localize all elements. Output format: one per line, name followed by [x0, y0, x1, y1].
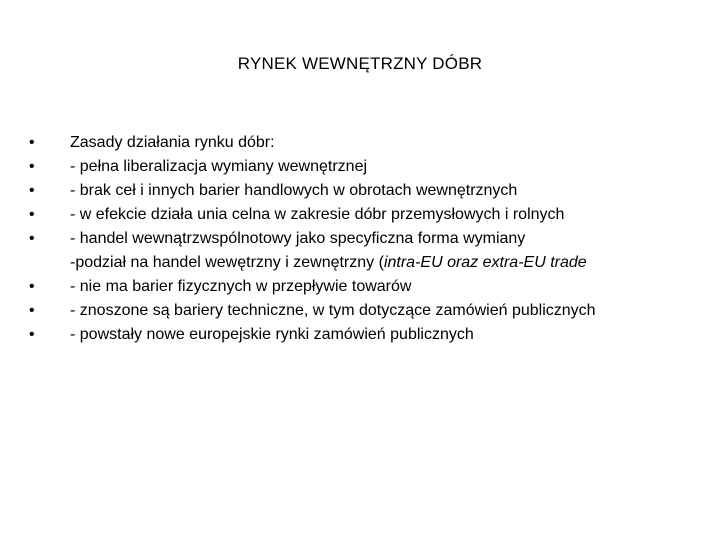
bullet-marker: •: [29, 206, 35, 223]
bullet-text: Zasady działania rynku dóbr:: [70, 134, 275, 151]
bullet-item: [29, 275, 699, 299]
bullet-text: - w efekcie działa unia celna w zakresie dóbr przemysłowych i rolnych: [70, 206, 565, 223]
bullet-marker: •: [29, 302, 35, 319]
bullet-marker: •: [29, 158, 35, 175]
bullet-item: [29, 131, 699, 155]
bullet-marker: •: [29, 278, 35, 295]
bullet-marker: •: [29, 182, 35, 199]
bullet-list: [29, 131, 699, 347]
bullet-text: - nie ma barier fizycznych w przepływie towarów: [70, 278, 412, 295]
bullet-text: - pełna liberalizacja wymiany wewnętrznej: [70, 158, 368, 175]
bullet-text: - brak ceł i innych barier handlowych w obrotach wewnętrznych: [70, 182, 518, 199]
slide-title: RYNEK WEWNĘTRZNY DÓBR: [237, 54, 483, 73]
bullet-text: - znoszone są bariery techniczne, w tym dotyczące zamówień publicznych: [70, 302, 596, 319]
bullet-item: [29, 323, 699, 347]
bullet-text: - handel wewnątrzwspólnotowy jako specyficzna forma wymiany: [70, 230, 526, 247]
bullet-marker: •: [29, 134, 35, 151]
bullet-continuation-text: -podział na handel wewętrzny i zewnętrzny (: [70, 254, 384, 271]
bullet-item: [29, 227, 699, 275]
bullet-item: [29, 179, 699, 203]
bullet-item: [29, 203, 699, 227]
bullet-continuation: [70, 251, 699, 275]
bullet-text: - powstały nowe europejskie rynki zamówień publicznych: [70, 326, 474, 343]
bullet-item: [29, 155, 699, 179]
bullet-marker: •: [29, 230, 35, 247]
bullet-continuation-italic: intra-EU oraz extra-EU trade: [383, 254, 587, 271]
bullet-item: [29, 299, 699, 323]
bullet-marker: •: [29, 326, 35, 343]
